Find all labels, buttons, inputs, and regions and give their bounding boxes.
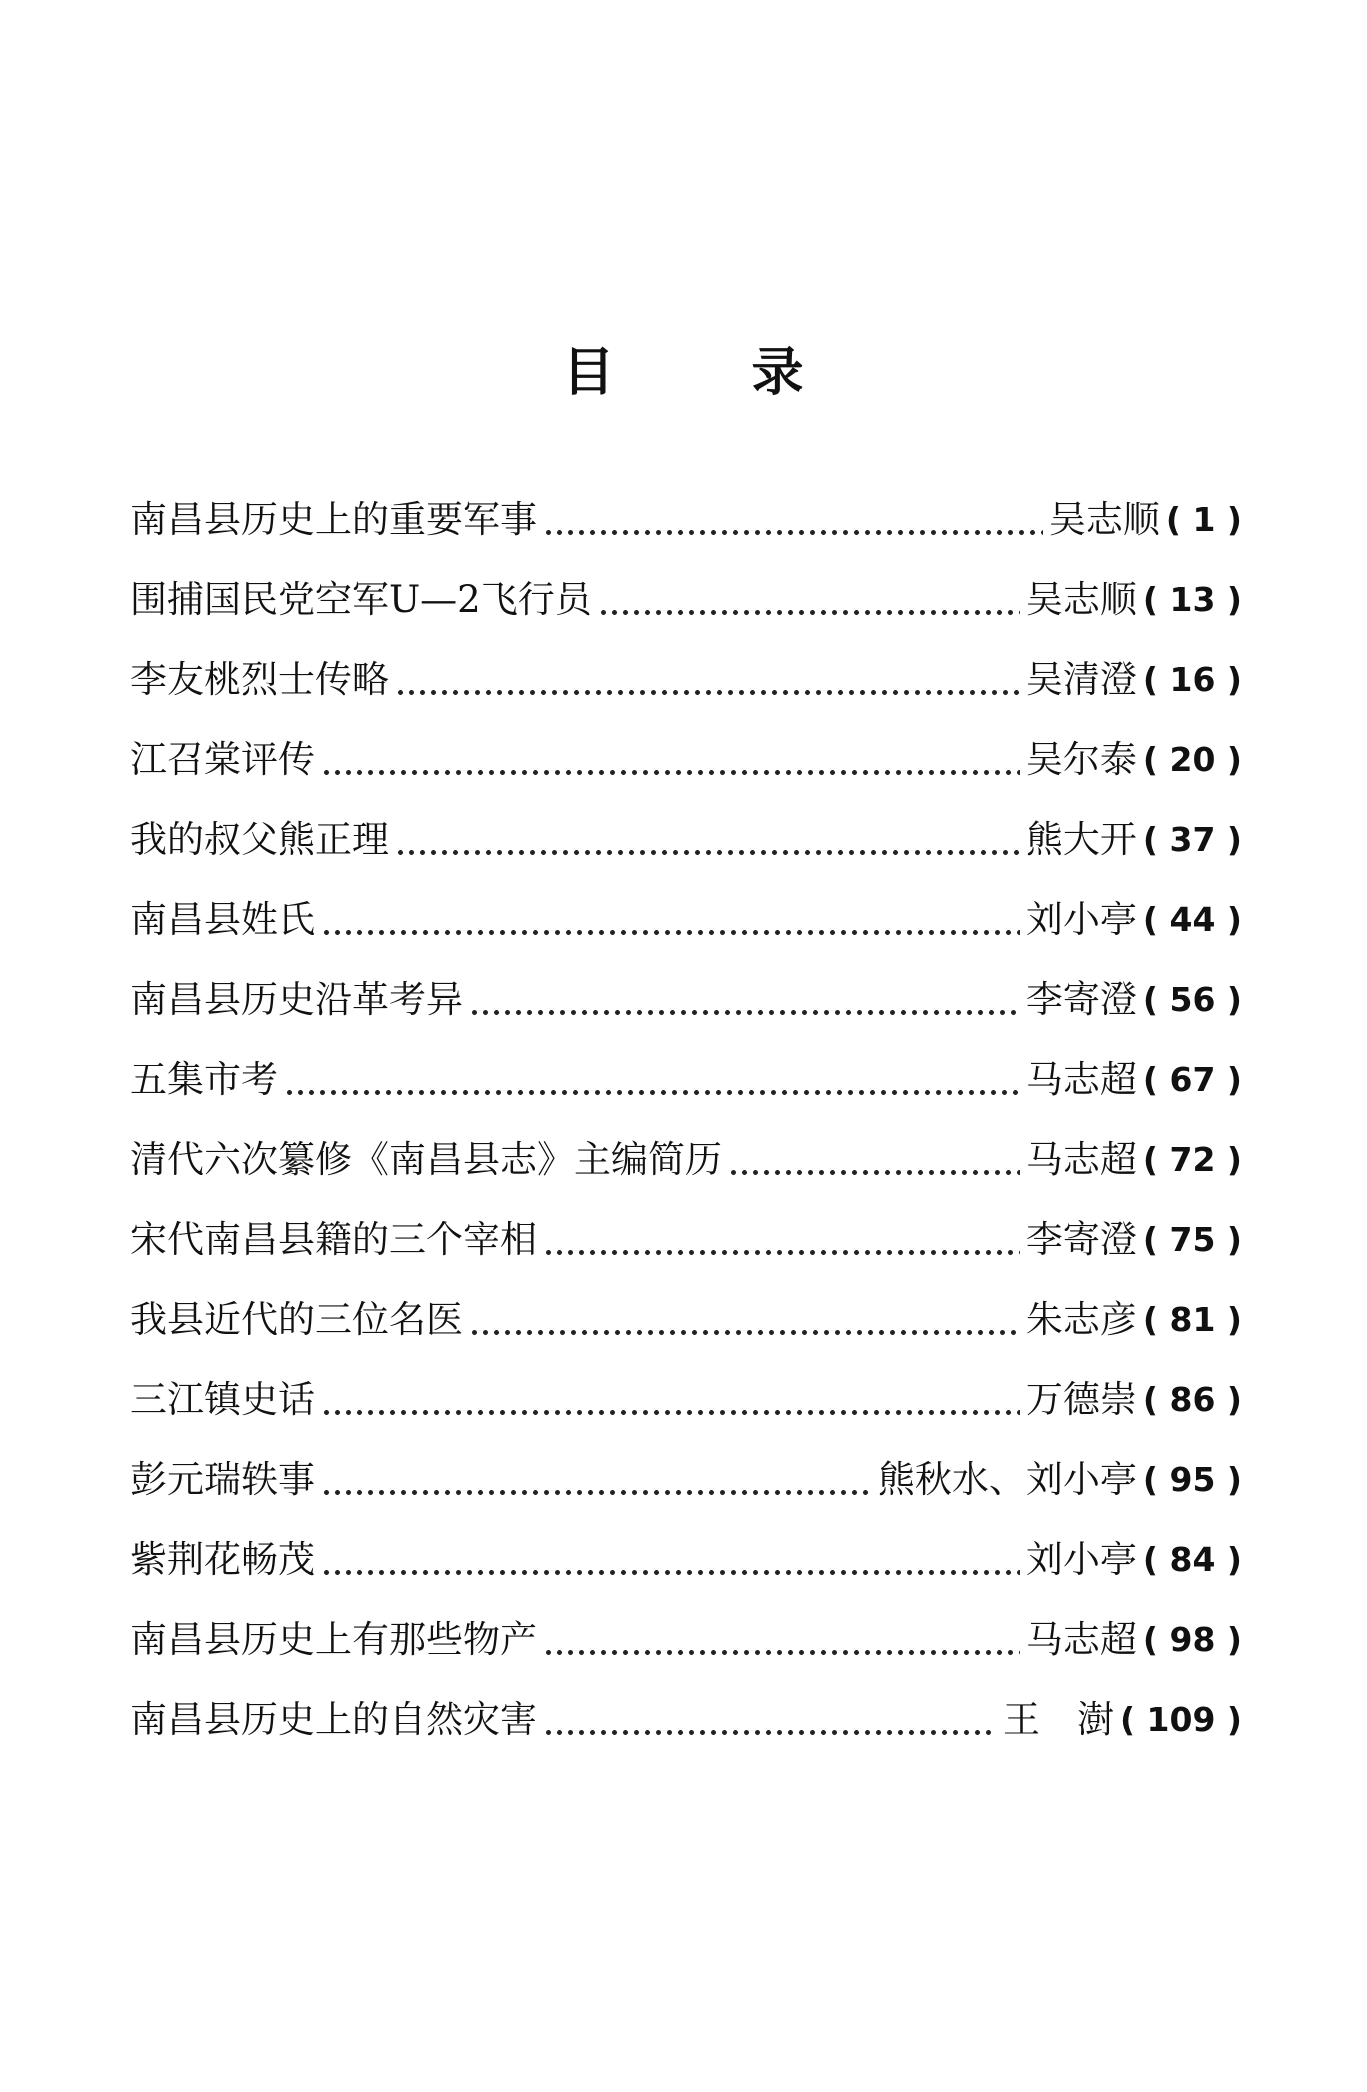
toc-entry [130, 640, 1242, 720]
toc-entry-author: 王 澍 [1002, 1698, 1114, 1741]
toc-entry [130, 480, 1242, 560]
toc-entry-title: 南昌县历史沿革考异 [130, 978, 463, 1021]
toc-entry-page: ( 37 ) [1142, 820, 1242, 859]
toc-entry-page: ( 86 ) [1142, 1380, 1242, 1419]
toc-entry-title: 彭元瑞轶事 [130, 1458, 315, 1501]
dot-leader [321, 908, 1020, 938]
toc-entry-author: 熊大开 [1025, 818, 1137, 861]
toc-entry-title: 我的叔父熊正理 [130, 818, 389, 861]
toc-entry-page: ( 72 ) [1142, 1140, 1242, 1179]
toc-entry-page: ( 16 ) [1142, 660, 1242, 699]
dot-leader [284, 1068, 1020, 1098]
dot-leader [469, 988, 1020, 1018]
toc-entry-author: 马志超 [1025, 1618, 1137, 1661]
toc-entry-title: 围捕国民党空军U—2飞行员 [130, 578, 592, 621]
toc-entry-title: 我县近代的三位名医 [130, 1298, 463, 1341]
toc-entry-page: ( 84 ) [1142, 1540, 1242, 1579]
dot-leader [543, 1708, 997, 1738]
toc-entry-page: ( 95 ) [1142, 1460, 1242, 1499]
dot-leader [728, 1148, 1020, 1178]
dot-leader [321, 1468, 872, 1498]
toc-entry-title: 紫荆花畅茂 [130, 1538, 315, 1581]
dot-leader [321, 1388, 1020, 1418]
toc-entry-page: ( 13 ) [1142, 580, 1242, 619]
toc-entry-author: 马志超 [1025, 1058, 1137, 1101]
toc-entry-page: ( 67 ) [1142, 1060, 1242, 1099]
dot-leader [469, 1308, 1020, 1338]
toc-entry-title: 南昌县历史上的重要军事 [130, 498, 537, 541]
dot-leader [543, 1628, 1020, 1658]
toc-entry-page: ( 56 ) [1142, 980, 1242, 1019]
toc-entry [130, 1120, 1242, 1200]
toc-entry-title: 李友桃烈士传略 [130, 658, 389, 701]
toc-entry [130, 1440, 1242, 1520]
toc-entry-title: 南昌县历史上的自然灾害 [130, 1698, 537, 1741]
toc-entry-author: 吴清澄 [1025, 658, 1137, 701]
toc-entry [130, 960, 1242, 1040]
toc-entry-title: 南昌县姓氏 [130, 898, 315, 941]
dot-leader [598, 588, 1020, 618]
toc-entry-page: ( 109 ) [1119, 1700, 1242, 1739]
title-char-left: 目 [562, 343, 616, 403]
toc-entry [130, 1040, 1242, 1120]
toc-entry-title: 五集市考 [130, 1058, 278, 1101]
title-char-right: 录 [751, 343, 805, 403]
toc-entry-author: 熊秋水、刘小亭 [877, 1458, 1137, 1501]
toc-entry [130, 1520, 1242, 1600]
toc-entry-title: 宋代南昌县籍的三个宰相 [130, 1218, 537, 1261]
toc-entry [130, 1200, 1242, 1280]
toc-entry [130, 1360, 1242, 1440]
toc-entry-author: 吴尔泰 [1025, 738, 1137, 781]
dot-leader [321, 1548, 1020, 1578]
toc-entry-page: ( 75 ) [1142, 1220, 1242, 1259]
page-title [0, 330, 1367, 405]
toc-entry [130, 560, 1242, 640]
toc-entry-author: 刘小亭 [1025, 898, 1137, 941]
toc-entry-author: 万德崇 [1025, 1378, 1137, 1421]
dot-leader [543, 508, 1043, 538]
toc-entry-page: ( 20 ) [1142, 740, 1242, 779]
toc-entry [130, 1600, 1242, 1680]
toc-entry-title: 江召棠评传 [130, 738, 315, 781]
dot-leader [395, 828, 1020, 858]
toc-entry-author: 李寄澄 [1025, 1218, 1137, 1261]
toc-entry-author: 吴志顺 [1025, 578, 1137, 621]
toc-entry-author: 李寄澄 [1025, 978, 1137, 1021]
toc-entry-title: 清代六次纂修《南昌县志》主编简历 [130, 1138, 722, 1181]
toc-entry [130, 800, 1242, 880]
table-of-contents [130, 480, 1242, 1760]
dot-leader [321, 748, 1020, 778]
toc-entry [130, 1280, 1242, 1360]
toc-entry-title: 南昌县历史上有那些物产 [130, 1618, 537, 1661]
toc-entry-title: 三江镇史话 [130, 1378, 315, 1421]
toc-entry-page: ( 98 ) [1142, 1620, 1242, 1659]
toc-entry [130, 720, 1242, 800]
toc-entry-author: 马志超 [1025, 1138, 1137, 1181]
toc-entry-page: ( 1 ) [1165, 500, 1242, 539]
toc-entry-page: ( 81 ) [1142, 1300, 1242, 1339]
toc-entry-author: 朱志彦 [1025, 1298, 1137, 1341]
toc-entry-page: ( 44 ) [1142, 900, 1242, 939]
toc-entry-author: 刘小亭 [1025, 1538, 1137, 1581]
dot-leader [543, 1228, 1020, 1258]
toc-entry-author: 吴志顺 [1048, 498, 1160, 541]
toc-entry [130, 1680, 1242, 1760]
dot-leader [395, 668, 1020, 698]
toc-entry [130, 880, 1242, 960]
